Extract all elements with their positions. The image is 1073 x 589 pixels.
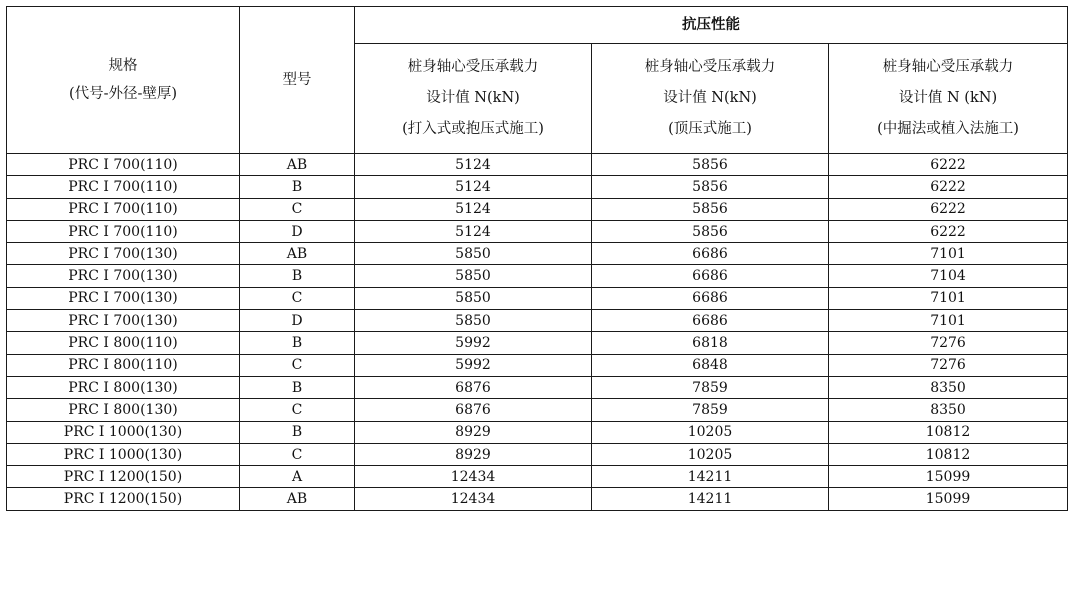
cell-b: 6686: [592, 310, 829, 332]
cell-c: 7276: [829, 354, 1068, 376]
cell-a: 12434: [355, 488, 592, 510]
cell-b: 5856: [592, 220, 829, 242]
cell-a: 5124: [355, 198, 592, 220]
cell-spec: PRC Ⅰ 700(110): [7, 154, 240, 176]
cell-c: 8350: [829, 376, 1068, 398]
cell-spec: PRC Ⅰ 1000(130): [7, 443, 240, 465]
cell-b: 14211: [592, 466, 829, 488]
cell-c: 7101: [829, 287, 1068, 309]
table-row: [7, 421, 1068, 443]
cell-b: 6848: [592, 354, 829, 376]
cell-c: 7101: [829, 243, 1068, 265]
cell-model: A: [240, 466, 355, 488]
table-row: [7, 198, 1068, 220]
cell-a: 5850: [355, 310, 592, 332]
header-col-b-line1: 桩身轴心受压承载力: [644, 59, 776, 75]
header-col-b: [592, 44, 829, 154]
cell-model: B: [240, 332, 355, 354]
cell-a: 5992: [355, 332, 592, 354]
table-row: [7, 265, 1068, 287]
cell-c: 6222: [829, 154, 1068, 176]
cell-b: 6818: [592, 332, 829, 354]
header-spec-line1: 规格: [108, 57, 138, 74]
header-col-a: [355, 44, 592, 154]
cell-c: 6222: [829, 198, 1068, 220]
cell-c: 7276: [829, 332, 1068, 354]
cell-model: C: [240, 198, 355, 220]
cell-spec: PRC Ⅰ 800(110): [7, 354, 240, 376]
cell-spec: PRC Ⅰ 1000(130): [7, 421, 240, 443]
cell-b: 6686: [592, 243, 829, 265]
cell-c: 6222: [829, 176, 1068, 198]
header-col-c-line2: 设计值 N (kN): [898, 90, 998, 106]
header-col-a-line2: 设计值 N(kN): [426, 90, 520, 106]
cell-a: 5124: [355, 154, 592, 176]
cell-spec: PRC Ⅰ 800(130): [7, 376, 240, 398]
cell-c: 10812: [829, 421, 1068, 443]
cell-c: 8350: [829, 399, 1068, 421]
cell-spec: PRC Ⅰ 700(130): [7, 243, 240, 265]
cell-a: 5992: [355, 354, 592, 376]
cell-spec: PRC Ⅰ 700(110): [7, 198, 240, 220]
header-model: 型号: [240, 7, 355, 154]
cell-model: B: [240, 376, 355, 398]
header-col-a-line3: (打入式或抱压式施工): [402, 121, 544, 137]
cell-b: 5856: [592, 154, 829, 176]
header-spec: [7, 7, 240, 154]
cell-b: 10205: [592, 443, 829, 465]
header-col-c-line1: 桩身轴心受压承载力: [882, 59, 1014, 75]
cell-a: 8929: [355, 443, 592, 465]
cell-b: 5856: [592, 176, 829, 198]
cell-c: 7104: [829, 265, 1068, 287]
table-row: [7, 310, 1068, 332]
cell-spec: PRC Ⅰ 700(110): [7, 220, 240, 242]
table-row: [7, 354, 1068, 376]
cell-b: 6686: [592, 287, 829, 309]
header-col-c: [829, 44, 1068, 154]
table-row: [7, 220, 1068, 242]
cell-model: C: [240, 443, 355, 465]
cell-model: B: [240, 176, 355, 198]
cell-a: 5850: [355, 287, 592, 309]
cell-a: 12434: [355, 466, 592, 488]
header-compression-group: 抗压性能: [355, 7, 1068, 44]
table-row: [7, 466, 1068, 488]
header-spec-line2: (代号-外径-壁厚): [68, 86, 178, 102]
table-row: [7, 154, 1068, 176]
cell-a: 6876: [355, 399, 592, 421]
cell-b: 5856: [592, 198, 829, 220]
header-col-a-line1: 桩身轴心受压承载力: [407, 59, 539, 75]
cell-spec: PRC Ⅰ 1200(150): [7, 488, 240, 510]
cell-b: 7859: [592, 399, 829, 421]
cell-model: B: [240, 265, 355, 287]
cell-spec: PRC Ⅰ 700(130): [7, 265, 240, 287]
cell-model: D: [240, 310, 355, 332]
header-col-b-line3: (顶压式施工): [668, 121, 752, 137]
cell-model: B: [240, 421, 355, 443]
cell-a: 5850: [355, 265, 592, 287]
cell-model: AB: [240, 154, 355, 176]
cell-model: C: [240, 287, 355, 309]
cell-spec: PRC Ⅰ 700(110): [7, 176, 240, 198]
cell-spec: PRC Ⅰ 700(130): [7, 310, 240, 332]
table-wrapper: [6, 6, 1067, 511]
cell-spec: PRC Ⅰ 1200(150): [7, 466, 240, 488]
table-row: [7, 287, 1068, 309]
cell-a: 8929: [355, 421, 592, 443]
cell-c: 7101: [829, 310, 1068, 332]
cell-c: 15099: [829, 466, 1068, 488]
header-col-c-line3: (中掘法或植入法施工): [877, 121, 1019, 137]
cell-a: 5850: [355, 243, 592, 265]
cell-a: 5124: [355, 220, 592, 242]
table-row: [7, 332, 1068, 354]
cell-c: 10812: [829, 443, 1068, 465]
cell-c: 15099: [829, 488, 1068, 510]
cell-a: 6876: [355, 376, 592, 398]
table-row: [7, 176, 1068, 198]
cell-model: C: [240, 399, 355, 421]
pile-capacity-table: [6, 6, 1068, 511]
cell-b: 7859: [592, 376, 829, 398]
cell-b: 6686: [592, 265, 829, 287]
cell-c: 6222: [829, 220, 1068, 242]
header-col-b-line2: 设计值 N(kN): [663, 90, 757, 106]
cell-b: 14211: [592, 488, 829, 510]
table-row: [7, 443, 1068, 465]
cell-model: C: [240, 354, 355, 376]
cell-a: 5124: [355, 176, 592, 198]
cell-spec: PRC Ⅰ 800(110): [7, 332, 240, 354]
cell-spec: PRC Ⅰ 800(130): [7, 399, 240, 421]
cell-b: 10205: [592, 421, 829, 443]
cell-model: AB: [240, 243, 355, 265]
table-body: [7, 154, 1068, 511]
cell-spec: PRC Ⅰ 700(130): [7, 287, 240, 309]
cell-model: AB: [240, 488, 355, 510]
table-row: [7, 399, 1068, 421]
table-row: [7, 488, 1068, 510]
table-row: [7, 243, 1068, 265]
cell-model: D: [240, 220, 355, 242]
table-row: [7, 376, 1068, 398]
